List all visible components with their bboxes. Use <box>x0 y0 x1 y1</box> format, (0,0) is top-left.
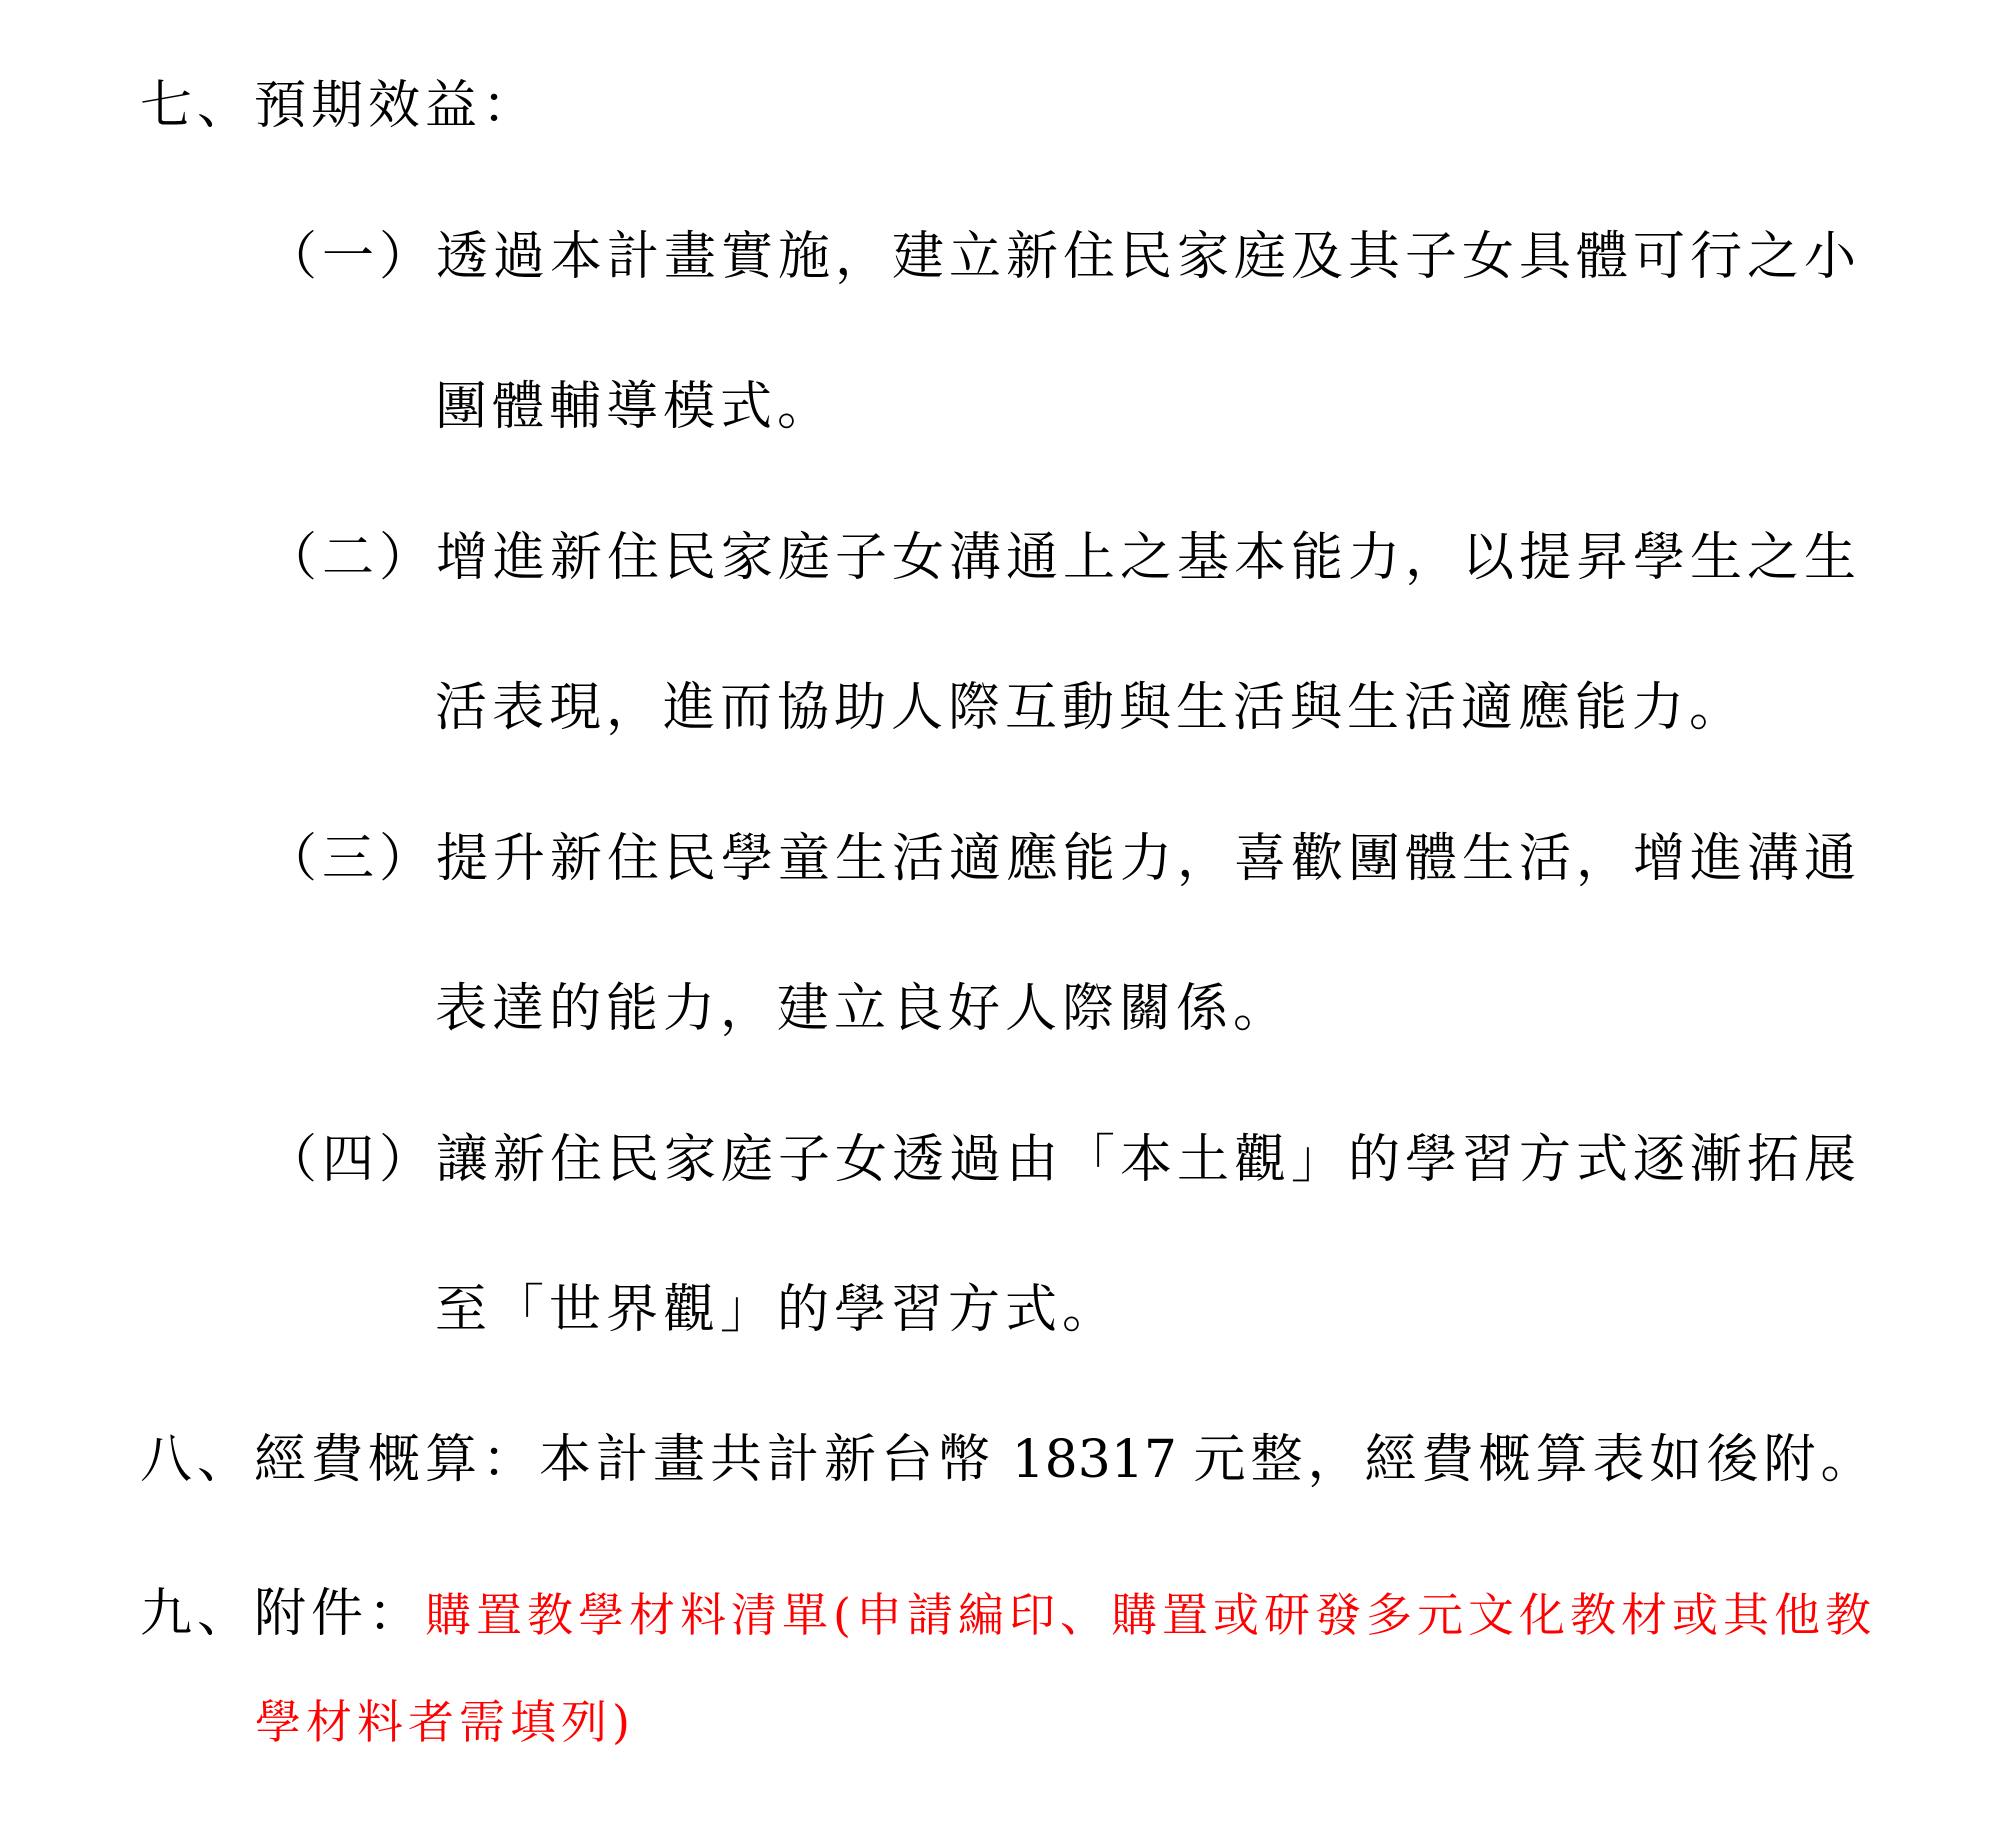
section8-text-before: 本計畫共計新台幣 <box>539 1430 996 1490</box>
section8-amount <box>995 1430 1193 1490</box>
item-1-label: （一） <box>265 227 437 287</box>
item-3-line2: 表達的能力，建立良好人際關係。 <box>435 979 1291 1039</box>
item-2-line1 <box>265 526 1861 590</box>
section7-heading: 七、預期效益： <box>140 76 540 136</box>
section8-heading: 八、經費概算： <box>140 1430 540 1490</box>
attachment-note-line1: 購置教學材料清單(申請編印、購置或研發多元文化教材或其他教 <box>425 1588 1876 1642</box>
item-1-text: 透過本計畫實施，建立新住民家庭及其子女具體可行之小 <box>436 227 1862 287</box>
section8-line <box>140 1428 1878 1492</box>
section8-text-after: 元整，經費概算表如後附。 <box>1193 1430 1878 1490</box>
item-4-line2: 至「世界觀」的學習方式。 <box>435 1280 1120 1340</box>
item-3-line1 <box>265 827 1861 891</box>
item-1-line2: 團體輔導模式。 <box>435 377 835 437</box>
item-4-line1 <box>265 1128 1861 1192</box>
item-2-text: 增進新住民家庭子女溝通上之基本能力，以提昇學生之生 <box>436 528 1862 588</box>
item-4-label: （四） <box>265 1130 437 1190</box>
section9-heading: 九、附件： <box>140 1584 426 1644</box>
section9-line1 <box>140 1582 1876 1647</box>
item-2-label: （二） <box>265 528 437 588</box>
item-3-text: 提升新住民學童生活適應能力，喜歡團體生活，增進溝通 <box>436 829 1862 889</box>
item-4-text: 讓新住民家庭子女透過由「本土觀」的學習方式逐漸拓展 <box>436 1130 1862 1190</box>
item-3-label: （三） <box>265 829 437 889</box>
budget-amount: 18317 <box>1011 1430 1177 1490</box>
item-1-line1 <box>265 225 1861 289</box>
attachment-note-line2: 學材料者需填列) <box>255 1695 635 1749</box>
item-2-line2: 活表現，進而協助人際互動與生活與生活適應能力。 <box>435 678 1747 738</box>
